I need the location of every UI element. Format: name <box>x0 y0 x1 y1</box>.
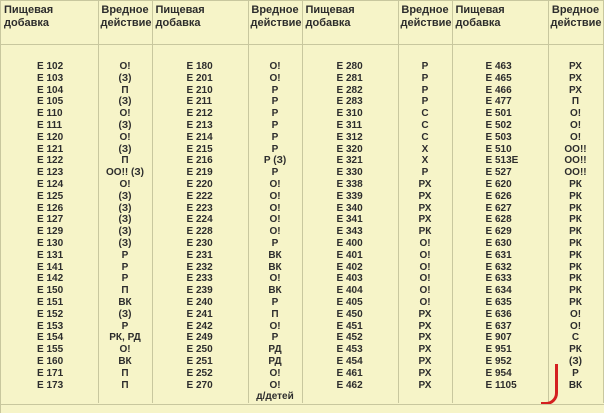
effect-cell: Р <box>98 262 152 274</box>
table-row <box>1 179 603 191</box>
additive-code-cell: E 249 <box>152 332 248 344</box>
header-additive-2: Пищевая добавка <box>152 1 248 45</box>
additive-code-cell: E 620 <box>452 179 548 191</box>
header-effect-3: Вредное действие <box>398 1 452 45</box>
additive-code-cell: E 160 <box>1 356 98 368</box>
effect-cell: О! <box>248 273 302 285</box>
additive-code-cell: E 343 <box>302 226 398 238</box>
effect-cell: (З) <box>98 144 152 156</box>
table-row <box>1 120 603 132</box>
effect-cell: Р <box>248 120 302 132</box>
effect-cell: Р <box>248 132 302 144</box>
additive-code-cell: E 210 <box>152 85 248 97</box>
additive-code-cell: E 270 <box>152 380 248 392</box>
additive-code-cell: E 401 <box>302 250 398 262</box>
effect-cell: Р <box>248 167 302 179</box>
additive-code-cell: E 312 <box>302 132 398 144</box>
additive-code-cell: E 513E <box>452 155 548 167</box>
additive-code-cell: E 231 <box>152 250 248 262</box>
additive-code-cell: E 222 <box>152 191 248 203</box>
additive-code-cell: E 110 <box>1 108 98 120</box>
effect-cell: (З) <box>98 191 152 203</box>
additive-code-cell: E 122 <box>1 155 98 167</box>
additive-code-cell: E 111 <box>1 120 98 132</box>
effect-cell: РХ <box>398 203 452 215</box>
table-row <box>1 85 603 97</box>
additive-code-cell: E 201 <box>152 73 248 85</box>
table-row <box>1 285 603 297</box>
effect-cell: О! <box>248 321 302 333</box>
effect-cell: О! <box>548 120 603 132</box>
header-additive-4: Пищевая добавка <box>452 1 548 45</box>
table-row <box>1 332 603 344</box>
effect-cell: (З) <box>98 203 152 215</box>
effect-cell: ВК <box>548 380 603 392</box>
additive-code-cell: E 635 <box>452 297 548 309</box>
effect-cell: С <box>398 108 452 120</box>
additive-code-cell: E 503 <box>452 132 548 144</box>
effect-cell: РД <box>248 356 302 368</box>
effect-cell: (З) <box>548 356 603 368</box>
header-additive-3: Пищевая добавка <box>302 1 398 45</box>
effect-cell: О! <box>398 262 452 274</box>
table-row <box>1 344 603 356</box>
additive-code-cell: E 1105 <box>452 380 548 392</box>
additive-code-cell: E 251 <box>152 356 248 368</box>
additive-code-cell: E 502 <box>452 120 548 132</box>
effect-cell: О! <box>398 285 452 297</box>
additive-code-cell <box>152 391 248 403</box>
effect-cell: (З) <box>98 120 152 132</box>
effect-cell: РК <box>548 238 603 250</box>
effect-cell: О! <box>98 179 152 191</box>
additive-code-cell: E 453 <box>302 344 398 356</box>
additive-code-cell: E 631 <box>452 250 548 262</box>
additive-code-cell: E 219 <box>152 167 248 179</box>
additive-code-cell: E 283 <box>302 96 398 108</box>
additive-code-cell: E 630 <box>452 238 548 250</box>
effect-cell: О! <box>248 226 302 238</box>
effect-cell: (З) <box>98 309 152 321</box>
additive-code-cell: E 211 <box>152 96 248 108</box>
additive-code-cell: E 330 <box>302 167 398 179</box>
additive-code-cell: E 403 <box>302 273 398 285</box>
additive-code-cell: E 321 <box>302 155 398 167</box>
additive-code-cell: E 102 <box>1 61 98 73</box>
effect-cell: П <box>98 380 152 392</box>
effect-cell: О! <box>98 61 152 73</box>
effect-cell: д/детей <box>248 391 302 403</box>
additive-code-cell: E 477 <box>452 96 548 108</box>
effect-cell: О! <box>98 344 152 356</box>
additive-code-cell: E 280 <box>302 61 398 73</box>
additive-code-cell: E 402 <box>302 262 398 274</box>
additive-code-cell: E 501 <box>452 108 548 120</box>
additive-code-cell: E 340 <box>302 203 398 215</box>
table-row <box>1 144 603 156</box>
table-row <box>1 273 603 285</box>
header-effect-2: Вредное действие <box>248 1 302 45</box>
additive-code-cell: E 339 <box>302 191 398 203</box>
additive-code-cell: E 954 <box>452 368 548 380</box>
effect-cell: Р <box>398 85 452 97</box>
effect-cell: О! <box>248 179 302 191</box>
additive-code-cell: E 105 <box>1 96 98 108</box>
effect-cell: РК <box>548 285 603 297</box>
effect-cell: ВК <box>98 356 152 368</box>
effect-cell: ВК <box>248 285 302 297</box>
effect-cell: О! <box>548 108 603 120</box>
additive-code-cell: E 232 <box>152 262 248 274</box>
additive-code-cell: E 213 <box>152 120 248 132</box>
additive-code-cell: E 127 <box>1 214 98 226</box>
table-row <box>1 262 603 274</box>
effect-cell: П <box>548 96 603 108</box>
additive-code-cell: E 452 <box>302 332 398 344</box>
effect-cell: П <box>98 85 152 97</box>
additive-code-cell: E 636 <box>452 309 548 321</box>
effect-cell: Р <box>248 332 302 344</box>
table-row <box>1 238 603 250</box>
additive-code-cell: E 152 <box>1 309 98 321</box>
effect-cell: РК <box>398 226 452 238</box>
additive-code-cell: E 450 <box>302 309 398 321</box>
effect-cell: Р <box>248 96 302 108</box>
effect-cell: (З) <box>98 96 152 108</box>
effect-cell: РК <box>548 214 603 226</box>
additive-code-cell: E 463 <box>452 61 548 73</box>
red-marker-stroke <box>541 364 558 405</box>
effect-cell: ОО!! <box>548 167 603 179</box>
effect-cell: Р <box>248 297 302 309</box>
additive-code-cell: E 627 <box>452 203 548 215</box>
effect-cell: Р (З) <box>248 155 302 167</box>
effect-cell: РК <box>548 262 603 274</box>
effect-cell: С <box>548 332 603 344</box>
table-row <box>1 380 603 392</box>
additive-code-cell <box>1 391 98 403</box>
effect-cell: РК <box>548 179 603 191</box>
effect-cell: (З) <box>98 226 152 238</box>
effect-cell: (З) <box>98 238 152 250</box>
effect-cell: Р <box>398 73 452 85</box>
table-row <box>1 203 603 215</box>
additive-code-cell: E 400 <box>302 238 398 250</box>
table-row <box>1 356 603 368</box>
additive-code-cell: E 632 <box>452 262 548 274</box>
table-row <box>1 226 603 238</box>
effect-cell: РХ <box>548 73 603 85</box>
effect-cell: РХ <box>398 368 452 380</box>
additive-code-cell: E 153 <box>1 321 98 333</box>
table-body <box>1 45 603 404</box>
table-row <box>1 297 603 309</box>
additive-code-cell: E 405 <box>302 297 398 309</box>
effect-cell: О! <box>548 309 603 321</box>
effect-cell: О! <box>248 61 302 73</box>
effect-cell: С <box>398 120 452 132</box>
effect-cell: О! <box>398 273 452 285</box>
effect-cell: РК, РД <box>98 332 152 344</box>
table-row <box>1 250 603 262</box>
effect-cell: РК <box>548 344 603 356</box>
additive-code-cell: E 341 <box>302 214 398 226</box>
effect-cell: ОО!! (З) <box>98 167 152 179</box>
additive-code-cell: E 239 <box>152 285 248 297</box>
additive-code-cell: E 103 <box>1 73 98 85</box>
effect-cell: ВК <box>248 250 302 262</box>
effect-cell: РК <box>548 250 603 262</box>
additive-code-cell: E 155 <box>1 344 98 356</box>
effect-cell: РХ <box>398 380 452 392</box>
additive-code-cell: E 282 <box>302 85 398 97</box>
effect-cell: О! <box>398 238 452 250</box>
effect-cell: РД <box>248 344 302 356</box>
effect-cell: О! <box>248 214 302 226</box>
spacer-row <box>1 45 603 62</box>
effect-cell: РХ <box>398 332 452 344</box>
table-row <box>1 61 603 73</box>
bottom-border <box>1 404 604 405</box>
additive-code-cell: E 250 <box>152 344 248 356</box>
additive-code-cell: E 130 <box>1 238 98 250</box>
additive-code-cell: E 628 <box>452 214 548 226</box>
effect-cell: (З) <box>98 73 152 85</box>
effect-cell: РК <box>548 273 603 285</box>
additive-code-cell: E 281 <box>302 73 398 85</box>
table-row <box>1 321 603 333</box>
header-row <box>1 1 603 45</box>
table-row <box>1 108 603 120</box>
additive-code-cell: E 104 <box>1 85 98 97</box>
additive-code-cell <box>302 391 398 403</box>
additive-code-cell: E 212 <box>152 108 248 120</box>
effect-cell: Р <box>248 238 302 250</box>
effect-cell: РК <box>548 226 603 238</box>
table-row <box>1 132 603 144</box>
table-row <box>1 191 603 203</box>
effect-cell: О! <box>98 132 152 144</box>
effect-cell: О! <box>398 250 452 262</box>
effect-cell: О! <box>548 132 603 144</box>
additive-code-cell: E 180 <box>152 61 248 73</box>
effect-cell: Х <box>398 155 452 167</box>
additive-code-cell: E 230 <box>152 238 248 250</box>
additive-code-cell: E 311 <box>302 120 398 132</box>
effect-cell: П <box>98 285 152 297</box>
table-row <box>1 167 603 179</box>
additive-code-cell: E 123 <box>1 167 98 179</box>
effect-cell: РХ <box>548 61 603 73</box>
effect-cell: Р <box>398 167 452 179</box>
additive-code-cell: E 462 <box>302 380 398 392</box>
effect-cell: О! <box>248 203 302 215</box>
additive-code-cell: E 338 <box>302 179 398 191</box>
additive-code-cell: E 242 <box>152 321 248 333</box>
additive-code-cell: E 173 <box>1 380 98 392</box>
effect-cell: Х <box>398 144 452 156</box>
additive-code-cell: E 510 <box>452 144 548 156</box>
additive-code-cell: E 215 <box>152 144 248 156</box>
header-effect-4: Вредное действие <box>548 1 603 45</box>
table-row <box>1 214 603 226</box>
additive-code-cell: E 951 <box>452 344 548 356</box>
effect-cell: Р <box>248 144 302 156</box>
additive-code-cell: E 214 <box>152 132 248 144</box>
effect-cell: ВК <box>98 297 152 309</box>
effect-cell: ОО!! <box>548 144 603 156</box>
additive-code-cell: E 952 <box>452 356 548 368</box>
additive-code-cell: E 224 <box>152 214 248 226</box>
effect-cell: РХ <box>398 344 452 356</box>
table-row <box>1 96 603 108</box>
additive-code-cell: E 404 <box>302 285 398 297</box>
effect-cell: Р <box>248 108 302 120</box>
effect-cell: П <box>98 368 152 380</box>
effect-cell <box>98 391 152 403</box>
effect-cell: О! <box>398 297 452 309</box>
table-row <box>1 155 603 167</box>
additive-code-cell: E 223 <box>152 203 248 215</box>
effect-cell: О! <box>548 321 603 333</box>
effect-cell: ОО!! <box>548 155 603 167</box>
additive-code-cell: E 907 <box>452 332 548 344</box>
table-row <box>1 73 603 85</box>
effect-cell: РК <box>548 297 603 309</box>
effect-cell: О! <box>248 73 302 85</box>
additive-code-cell: E 126 <box>1 203 98 215</box>
effect-cell: РХ <box>398 214 452 226</box>
additive-code-cell: E 142 <box>1 273 98 285</box>
additive-code-cell: E 131 <box>1 250 98 262</box>
additive-code-cell: E 240 <box>152 297 248 309</box>
effect-cell: РК <box>548 203 603 215</box>
additive-code-cell: E 216 <box>152 155 248 167</box>
effect-cell: РХ <box>398 321 452 333</box>
additive-code-cell: E 633 <box>452 273 548 285</box>
additive-code-cell: E 233 <box>152 273 248 285</box>
effect-cell: О! <box>98 108 152 120</box>
additive-code-cell: E 626 <box>452 191 548 203</box>
additive-code-cell: E 320 <box>302 144 398 156</box>
additive-code-cell: E 121 <box>1 144 98 156</box>
additive-code-cell: E 454 <box>302 356 398 368</box>
additive-code-cell: E 151 <box>1 297 98 309</box>
additive-code-cell: E 124 <box>1 179 98 191</box>
additive-code-cell <box>452 391 548 403</box>
additive-code-cell: E 120 <box>1 132 98 144</box>
table-row <box>1 391 603 403</box>
additive-code-cell: E 634 <box>452 285 548 297</box>
header-effect-1: Вредное действие <box>98 1 152 45</box>
header-additive-1: Пищевая добавка <box>1 1 98 45</box>
table-row <box>1 368 603 380</box>
effect-cell: О! <box>248 380 302 392</box>
additive-code-cell: E 461 <box>302 368 398 380</box>
table-row <box>1 309 603 321</box>
effect-cell: РХ <box>548 85 603 97</box>
effect-cell: Р <box>398 96 452 108</box>
effect-cell: С <box>398 132 452 144</box>
additive-code-cell: E 129 <box>1 226 98 238</box>
effect-cell: Р <box>98 273 152 285</box>
additive-code-cell: E 637 <box>452 321 548 333</box>
additive-code-cell: E 220 <box>152 179 248 191</box>
effect-cell: П <box>98 155 152 167</box>
additive-code-cell: E 125 <box>1 191 98 203</box>
additive-code-cell: E 527 <box>452 167 548 179</box>
additive-code-cell: E 252 <box>152 368 248 380</box>
effect-cell: РХ <box>398 179 452 191</box>
effect-cell: РК <box>548 191 603 203</box>
additive-code-cell: E 154 <box>1 332 98 344</box>
effect-cell: Р <box>98 250 152 262</box>
effect-cell: Р <box>398 61 452 73</box>
effect-cell: Р <box>98 321 152 333</box>
effect-cell: ВК <box>248 262 302 274</box>
effect-cell: (З) <box>98 214 152 226</box>
effect-cell: О! <box>248 368 302 380</box>
additive-code-cell: E 629 <box>452 226 548 238</box>
additive-code-cell: E 466 <box>452 85 548 97</box>
effect-cell: РХ <box>398 309 452 321</box>
additive-code-cell: E 171 <box>1 368 98 380</box>
effect-cell: Р <box>248 85 302 97</box>
effect-cell: РХ <box>398 191 452 203</box>
effect-cell <box>398 391 452 403</box>
additive-code-cell: E 310 <box>302 108 398 120</box>
additive-code-cell: E 465 <box>452 73 548 85</box>
effect-cell: Р <box>548 368 603 380</box>
additives-table <box>1 1 604 403</box>
effect-cell: РХ <box>398 356 452 368</box>
effect-cell: П <box>248 309 302 321</box>
additive-code-cell: E 241 <box>152 309 248 321</box>
additive-code-cell: E 150 <box>1 285 98 297</box>
additive-code-cell: E 141 <box>1 262 98 274</box>
additive-code-cell: E 228 <box>152 226 248 238</box>
additive-code-cell: E 451 <box>302 321 398 333</box>
effect-cell: О! <box>248 191 302 203</box>
